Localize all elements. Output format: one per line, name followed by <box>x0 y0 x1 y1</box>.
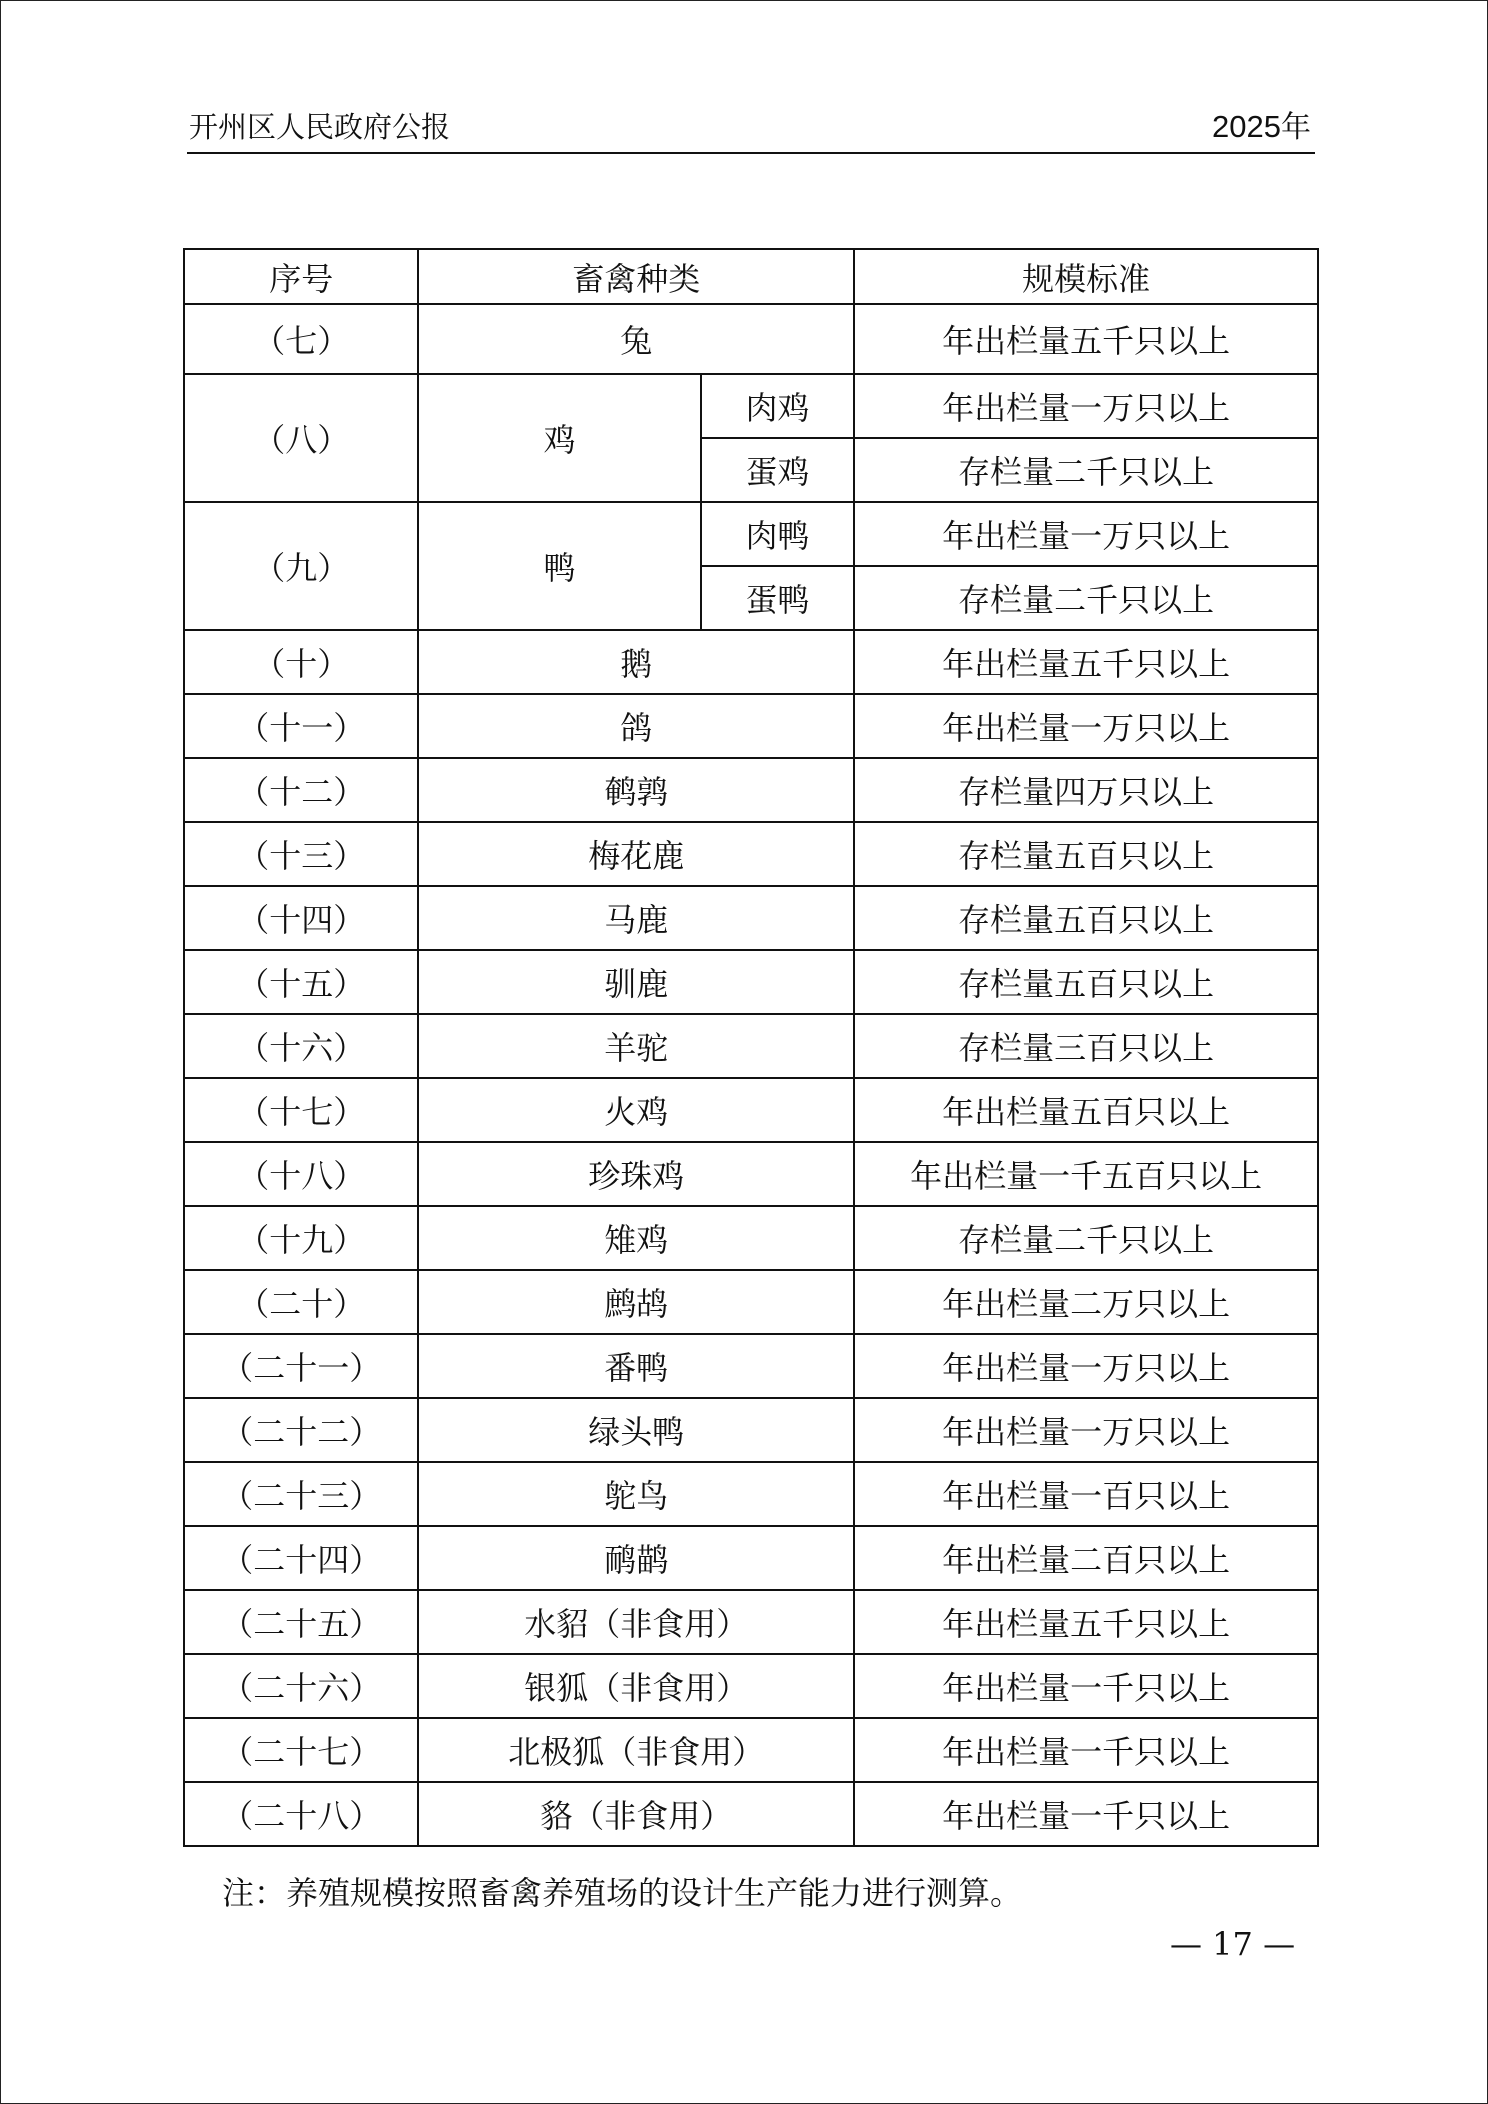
table-row <box>184 1590 1318 1654</box>
page-number: — 17 — <box>1170 1925 1296 1963</box>
table-row <box>184 304 1318 374</box>
cell-kind: 貉（非食用） <box>418 1782 854 1846</box>
year-suffix: 年 <box>1281 110 1311 145</box>
table-row <box>184 1334 1318 1398</box>
cell-standard: 存栏量五百只以上 <box>854 886 1318 950</box>
table-row <box>184 630 1318 694</box>
cell-kind: 梅花鹿 <box>418 822 854 886</box>
cell-kind: 鸸鹋 <box>418 1526 854 1590</box>
cell-kind: 水貂（非食用） <box>418 1590 854 1654</box>
cell-standard: 存栏量五百只以上 <box>854 950 1318 1014</box>
cell-standard: 存栏量四万只以上 <box>854 758 1318 822</box>
table-row <box>184 1718 1318 1782</box>
cell-seq: （二十二） <box>184 1398 418 1462</box>
cell-standard: 年出栏量二百只以上 <box>854 1526 1318 1590</box>
cell-standard: 存栏量二千只以上 <box>854 438 1318 502</box>
cell-kind: 鹧鸪 <box>418 1270 854 1334</box>
table-row <box>184 1462 1318 1526</box>
cell-subkind: 蛋鸡 <box>701 438 854 502</box>
table-row <box>184 1142 1318 1206</box>
cell-kind: 北极狐（非食用） <box>418 1718 854 1782</box>
table-row <box>184 950 1318 1014</box>
cell-standard: 年出栏量一百只以上 <box>854 1462 1318 1526</box>
cell-standard: 年出栏量五百只以上 <box>854 1078 1318 1142</box>
cell-standard: 年出栏量五千只以上 <box>854 304 1318 374</box>
cell-kind: 驯鹿 <box>418 950 854 1014</box>
cell-seq: （十九） <box>184 1206 418 1270</box>
cell-kind: 银狐（非食用） <box>418 1654 854 1718</box>
cell-seq: （八） <box>184 374 418 502</box>
cell-kind: 珍珠鸡 <box>418 1142 854 1206</box>
cell-subkind: 蛋鸭 <box>701 566 854 630</box>
cell-seq: （十七） <box>184 1078 418 1142</box>
cell-seq: （二十三） <box>184 1462 418 1526</box>
cell-standard: 年出栏量一千只以上 <box>854 1782 1318 1846</box>
page-header <box>187 108 1315 154</box>
cell-seq: （十四） <box>184 886 418 950</box>
table-row <box>184 1398 1318 1462</box>
cell-kind: 羊驼 <box>418 1014 854 1078</box>
cell-standard: 年出栏量一万只以上 <box>854 374 1318 438</box>
cell-standard: 年出栏量一千五百只以上 <box>854 1142 1318 1206</box>
cell-kind: 兔 <box>418 304 854 374</box>
cell-standard: 存栏量三百只以上 <box>854 1014 1318 1078</box>
table-row <box>184 502 1318 566</box>
table-header-row <box>184 249 1318 304</box>
cell-seq: （十五） <box>184 950 418 1014</box>
cell-seq: （十） <box>184 630 418 694</box>
cell-kind: 鸭 <box>418 502 700 630</box>
cell-seq: （十六） <box>184 1014 418 1078</box>
table-row <box>184 1014 1318 1078</box>
cell-standard: 存栏量五百只以上 <box>854 822 1318 886</box>
table-row <box>184 694 1318 758</box>
cell-standard: 年出栏量一万只以上 <box>854 502 1318 566</box>
table-row <box>184 1654 1318 1718</box>
table-row <box>184 822 1318 886</box>
cell-seq: （二十六） <box>184 1654 418 1718</box>
cell-seq: （二十五） <box>184 1590 418 1654</box>
table-row <box>184 1078 1318 1142</box>
cell-kind: 鸵鸟 <box>418 1462 854 1526</box>
table-row <box>184 1782 1318 1846</box>
cell-seq: （二十八） <box>184 1782 418 1846</box>
cell-seq: （七） <box>184 304 418 374</box>
publication-year <box>1212 102 1311 146</box>
cell-standard: 年出栏量五千只以上 <box>854 1590 1318 1654</box>
cell-kind: 绿头鸭 <box>418 1398 854 1462</box>
table-row <box>184 374 1318 438</box>
cell-standard: 年出栏量五千只以上 <box>854 630 1318 694</box>
cell-standard: 年出栏量一万只以上 <box>854 1334 1318 1398</box>
table-note: 注：养殖规模按照畜禽养殖场的设计生产能力进行测算。 <box>222 1874 1023 1912</box>
header-seq: 序号 <box>184 249 418 304</box>
cell-seq: （十三） <box>184 822 418 886</box>
cell-kind: 火鸡 <box>418 1078 854 1142</box>
cell-kind: 鹌鹑 <box>418 758 854 822</box>
table-row <box>184 1206 1318 1270</box>
livestock-scale-table <box>183 248 1319 1847</box>
cell-subkind: 肉鸭 <box>701 502 854 566</box>
cell-kind: 番鸭 <box>418 1334 854 1398</box>
cell-subkind: 肉鸡 <box>701 374 854 438</box>
cell-kind: 马鹿 <box>418 886 854 950</box>
cell-standard: 年出栏量一千只以上 <box>854 1718 1318 1782</box>
cell-standard: 年出栏量二万只以上 <box>854 1270 1318 1334</box>
table-row <box>184 886 1318 950</box>
cell-kind: 鸽 <box>418 694 854 758</box>
cell-seq: （十一） <box>184 694 418 758</box>
cell-seq: （二十七） <box>184 1718 418 1782</box>
header-standard: 规模标准 <box>854 249 1318 304</box>
cell-standard: 年出栏量一千只以上 <box>854 1654 1318 1718</box>
cell-seq: （二十四） <box>184 1526 418 1590</box>
cell-standard: 年出栏量一万只以上 <box>854 694 1318 758</box>
cell-standard: 存栏量二千只以上 <box>854 566 1318 630</box>
publication-title: 开州区人民政府公报 <box>189 110 451 144</box>
cell-standard: 年出栏量一万只以上 <box>854 1398 1318 1462</box>
table-row <box>184 758 1318 822</box>
cell-seq: （十二） <box>184 758 418 822</box>
cell-seq: （二十一） <box>184 1334 418 1398</box>
cell-seq: （十八） <box>184 1142 418 1206</box>
cell-standard: 存栏量二千只以上 <box>854 1206 1318 1270</box>
cell-seq: （二十） <box>184 1270 418 1334</box>
cell-kind: 雉鸡 <box>418 1206 854 1270</box>
table-row <box>184 1270 1318 1334</box>
cell-kind: 鹅 <box>418 630 854 694</box>
year-number: 2025 <box>1212 109 1281 144</box>
header-kind: 畜禽种类 <box>418 249 854 304</box>
table-row <box>184 1526 1318 1590</box>
cell-kind: 鸡 <box>418 374 700 502</box>
cell-seq: （九） <box>184 502 418 630</box>
